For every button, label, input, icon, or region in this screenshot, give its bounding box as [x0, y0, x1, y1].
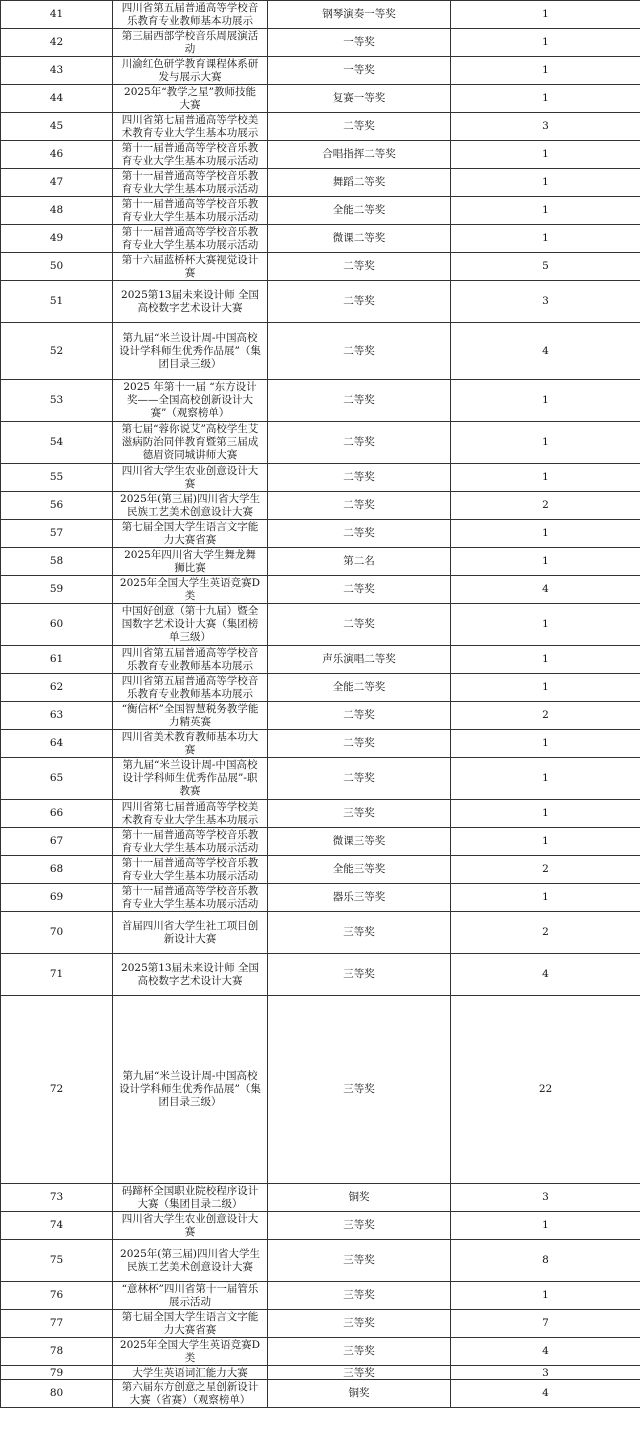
row-number: 77	[1, 1310, 113, 1338]
row-number: 74	[1, 1212, 113, 1240]
winner-count: 4	[451, 1380, 640, 1408]
award-level: 二等奖	[268, 253, 451, 281]
competition-name: 2025年全国大学生英语竞赛D类	[113, 576, 268, 604]
competition-name: 四川省第五届普通高等学校音乐教育专业教师基本功展示	[113, 646, 268, 674]
award-level: 二等奖	[268, 323, 451, 380]
winner-count: 1	[451, 884, 640, 912]
table-row	[1, 1240, 640, 1282]
competition-name: 2025年(第三届)四川省大学生民族工艺美术创意设计大赛	[113, 1240, 268, 1282]
row-number: 54	[1, 422, 113, 464]
row-number: 72	[1, 996, 113, 1184]
competition-name: 第十一届普通高等学校音乐教育专业大学生基本功展示活动	[113, 169, 268, 197]
table-row	[1, 422, 640, 464]
award-level: 全能二等奖	[268, 674, 451, 702]
table-row	[1, 576, 640, 604]
winner-count: 1	[451, 225, 640, 253]
competition-name: 第十一届普通高等学校音乐教育专业大学生基本功展示活动	[113, 225, 268, 253]
award-level: 合唱指挥二等奖	[268, 141, 451, 169]
row-number: 59	[1, 576, 113, 604]
award-level: 三等奖	[268, 1212, 451, 1240]
competition-name: 第十一届普通高等学校音乐教育专业大学生基本功展示活动	[113, 828, 268, 856]
competition-name: 第十一届普通高等学校音乐教育专业大学生基本功展示活动	[113, 141, 268, 169]
winner-count: 1	[451, 422, 640, 464]
row-number: 44	[1, 85, 113, 113]
winner-count: 3	[451, 281, 640, 323]
winner-count: 2	[451, 856, 640, 884]
winner-count: 1	[451, 548, 640, 576]
winner-count: 4	[451, 576, 640, 604]
winner-count: 1	[451, 828, 640, 856]
row-number: 52	[1, 323, 113, 380]
winner-count: 4	[451, 954, 640, 996]
competition-name: 第九届“米兰设计周-中国高校设计学科师生优秀作品展”（集团目录三级）	[113, 996, 268, 1184]
award-level: 微课二等奖	[268, 225, 451, 253]
competition-name: 码蹄杯全国职业院校程序设计大赛（集团目录二级）	[113, 1184, 268, 1212]
row-number: 51	[1, 281, 113, 323]
table-row	[1, 492, 640, 520]
table-row	[1, 225, 640, 253]
award-level: 三等奖	[268, 800, 451, 828]
award-level: 二等奖	[268, 464, 451, 492]
award-level: 三等奖	[268, 1338, 451, 1366]
table-row	[1, 800, 640, 828]
competition-name: 第九届“米兰设计周-中国高校设计学科师生优秀作品展”（集团目录三级）	[113, 323, 268, 380]
row-number: 66	[1, 800, 113, 828]
table-row	[1, 674, 640, 702]
row-number: 64	[1, 730, 113, 758]
winner-count: 1	[451, 604, 640, 646]
award-level: 全能三等奖	[268, 856, 451, 884]
row-number: 57	[1, 520, 113, 548]
table-row	[1, 1338, 640, 1366]
table-row	[1, 954, 640, 996]
award-level: 二等奖	[268, 702, 451, 730]
award-level: 三等奖	[268, 1310, 451, 1338]
award-level: 钢琴演奏一等奖	[268, 1, 451, 29]
winner-count: 1	[451, 197, 640, 225]
row-number: 58	[1, 548, 113, 576]
row-number: 48	[1, 197, 113, 225]
table-row	[1, 912, 640, 954]
competition-name: 四川省美术教育教师基本功大赛	[113, 730, 268, 758]
competition-name: 四川省第七届普通高等学校美术教育专业大学生基本功展示	[113, 800, 268, 828]
table-row	[1, 828, 640, 856]
row-number: 55	[1, 464, 113, 492]
award-level: 二等奖	[268, 492, 451, 520]
table-row	[1, 253, 640, 281]
award-level: 三等奖	[268, 1282, 451, 1310]
winner-count: 2	[451, 912, 640, 954]
table-row	[1, 730, 640, 758]
table-row	[1, 758, 640, 800]
award-level: 铜奖	[268, 1184, 451, 1212]
award-level: 三等奖	[268, 954, 451, 996]
row-number: 60	[1, 604, 113, 646]
row-number: 69	[1, 884, 113, 912]
award-level: 全能二等奖	[268, 197, 451, 225]
competition-name: “衡信杯”全国智慧税务教学能力精英赛	[113, 702, 268, 730]
award-level: 铜奖	[268, 1380, 451, 1408]
competition-name: 第十六届蓝桥杯大赛视觉设计赛	[113, 253, 268, 281]
row-number: 68	[1, 856, 113, 884]
award-level: 舞蹈二等奖	[268, 169, 451, 197]
competition-name: 四川省第五届普通高等学校音乐教育专业教师基本功展示	[113, 1, 268, 29]
competition-name: 四川省第七届普通高等学校美术教育专业大学生基本功展示	[113, 113, 268, 141]
winner-count: 1	[451, 674, 640, 702]
competition-name: 第七届全国大学生语言文字能力大赛省赛	[113, 520, 268, 548]
table-row	[1, 281, 640, 323]
table-row	[1, 646, 640, 674]
winner-count: 22	[451, 996, 640, 1184]
table-row	[1, 604, 640, 646]
award-level: 三等奖	[268, 1240, 451, 1282]
winner-count: 1	[451, 169, 640, 197]
winner-count: 1	[451, 800, 640, 828]
row-number: 56	[1, 492, 113, 520]
table-row	[1, 29, 640, 57]
row-number: 75	[1, 1240, 113, 1282]
row-number: 78	[1, 1338, 113, 1366]
table-row	[1, 464, 640, 492]
award-level: 二等奖	[268, 520, 451, 548]
award-level: 一等奖	[268, 29, 451, 57]
competition-name: 2025年“教学之星”教师技能大赛	[113, 85, 268, 113]
competition-name: 第六届东方创意之星创新设计大赛（省赛）（观察榜单）	[113, 1380, 268, 1408]
competition-name: 中国好创意（第十九届）暨全国数字艺术设计大赛（集团榜单三级）	[113, 604, 268, 646]
competition-name: 第七届全国大学生语言文字能力大赛省赛	[113, 1310, 268, 1338]
competition-name: 第三届西部学校音乐周展演活动	[113, 29, 268, 57]
row-number: 61	[1, 646, 113, 674]
winner-count: 5	[451, 253, 640, 281]
award-level: 第二名	[268, 548, 451, 576]
table-row	[1, 996, 640, 1184]
row-number: 62	[1, 674, 113, 702]
award-level: 二等奖	[268, 380, 451, 422]
row-number: 50	[1, 253, 113, 281]
row-number: 63	[1, 702, 113, 730]
table-row	[1, 1, 640, 29]
winner-count: 1	[451, 57, 640, 85]
row-number: 73	[1, 1184, 113, 1212]
row-number: 76	[1, 1282, 113, 1310]
row-number: 65	[1, 758, 113, 800]
table-row	[1, 323, 640, 380]
award-level: 二等奖	[268, 422, 451, 464]
winner-count: 1	[451, 520, 640, 548]
table-row	[1, 197, 640, 225]
winner-count: 1	[451, 646, 640, 674]
row-number: 70	[1, 912, 113, 954]
award-level: 三等奖	[268, 1366, 451, 1380]
winner-count: 1	[451, 758, 640, 800]
table-row	[1, 1310, 640, 1338]
award-level: 二等奖	[268, 576, 451, 604]
row-number: 71	[1, 954, 113, 996]
competition-name: “意林杯”四川省第十一届管乐展示活动	[113, 1282, 268, 1310]
winner-count: 3	[451, 1184, 640, 1212]
competition-name: 2025第13届未来设计师 全国高校数字艺术设计大赛	[113, 281, 268, 323]
row-number: 41	[1, 1, 113, 29]
winner-count: 1	[451, 141, 640, 169]
table-row	[1, 57, 640, 85]
award-level: 微课三等奖	[268, 828, 451, 856]
winner-count: 1	[451, 85, 640, 113]
table-row	[1, 113, 640, 141]
competition-name: 川渝红色研学教育课程体系研发与展示大赛	[113, 57, 268, 85]
winner-count: 1	[451, 464, 640, 492]
row-number: 53	[1, 380, 113, 422]
competition-name: 2025年全国大学生英语竞赛D类	[113, 1338, 268, 1366]
competition-name: 第十一届普通高等学校音乐教育专业大学生基本功展示活动	[113, 884, 268, 912]
award-level: 一等奖	[268, 57, 451, 85]
winner-count: 3	[451, 1366, 640, 1380]
competition-name: 四川省第五届普通高等学校音乐教育专业教师基本功展示	[113, 674, 268, 702]
row-number: 49	[1, 225, 113, 253]
winner-count: 1	[451, 1282, 640, 1310]
award-level: 三等奖	[268, 996, 451, 1184]
table-row	[1, 856, 640, 884]
row-number: 42	[1, 29, 113, 57]
row-number: 43	[1, 57, 113, 85]
table-row	[1, 1212, 640, 1240]
competition-name: 2025 年第十一届 “东方设计奖——全国高校创新设计大赛”（观察榜单）	[113, 380, 268, 422]
table-row	[1, 1282, 640, 1310]
row-number: 79	[1, 1366, 113, 1380]
table-row	[1, 1380, 640, 1408]
row-number: 80	[1, 1380, 113, 1408]
award-level: 器乐三等奖	[268, 884, 451, 912]
winner-count: 2	[451, 492, 640, 520]
competition-name: 四川省大学生农业创意设计大赛	[113, 464, 268, 492]
award-level: 二等奖	[268, 281, 451, 323]
winner-count: 4	[451, 1338, 640, 1366]
competition-name: 第十一届普通高等学校音乐教育专业大学生基本功展示活动	[113, 197, 268, 225]
table-row	[1, 380, 640, 422]
award-level: 二等奖	[268, 758, 451, 800]
competition-name: 2025年四川省大学生舞龙舞狮比赛	[113, 548, 268, 576]
competition-name: 2025第13届未来设计师 全国高校数字艺术设计大赛	[113, 954, 268, 996]
awards-table-body	[1, 1, 640, 1408]
competition-name: 第十一届普通高等学校音乐教育专业大学生基本功展示活动	[113, 856, 268, 884]
row-number: 47	[1, 169, 113, 197]
winner-count: 4	[451, 323, 640, 380]
competition-name: 四川省大学生农业创意设计大赛	[113, 1212, 268, 1240]
row-number: 45	[1, 113, 113, 141]
winner-count: 1	[451, 1212, 640, 1240]
competition-name: 大学生英语词汇能力大赛	[113, 1366, 268, 1380]
table-row	[1, 884, 640, 912]
winner-count: 2	[451, 702, 640, 730]
row-number: 46	[1, 141, 113, 169]
competition-name: 第七届“蓉你说艾”高校学生艾滋病防治同伴教育暨第三届成德眉资同城讲师大赛	[113, 422, 268, 464]
competition-name: 2025年(第三届)四川省大学生民族工艺美术创意设计大赛	[113, 492, 268, 520]
table-row	[1, 702, 640, 730]
award-level: 三等奖	[268, 912, 451, 954]
award-level: 声乐演唱二等奖	[268, 646, 451, 674]
winner-count: 7	[451, 1310, 640, 1338]
winner-count: 1	[451, 29, 640, 57]
competition-name: 首届四川省大学生社工项目创新设计大赛	[113, 912, 268, 954]
award-level: 二等奖	[268, 113, 451, 141]
winner-count: 1	[451, 730, 640, 758]
winner-count: 3	[451, 113, 640, 141]
table-row	[1, 169, 640, 197]
table-row	[1, 1184, 640, 1212]
row-number: 67	[1, 828, 113, 856]
table-row	[1, 1366, 640, 1380]
table-row	[1, 548, 640, 576]
award-level: 二等奖	[268, 730, 451, 758]
award-level: 复赛一等奖	[268, 85, 451, 113]
award-level: 二等奖	[268, 604, 451, 646]
table-row	[1, 85, 640, 113]
competition-name: 第九届“米兰设计周-中国高校设计学科师生优秀作品展”-职教赛	[113, 758, 268, 800]
winner-count: 1	[451, 380, 640, 422]
table-row	[1, 141, 640, 169]
table-row	[1, 520, 640, 548]
winner-count: 8	[451, 1240, 640, 1282]
winner-count: 1	[451, 1, 640, 29]
